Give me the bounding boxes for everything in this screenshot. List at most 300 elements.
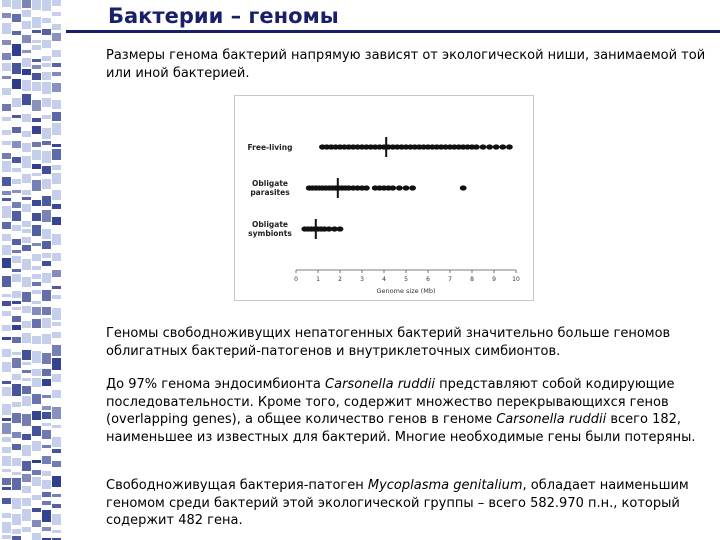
dna-band bbox=[2, 234, 11, 241]
dna-band bbox=[12, 0, 21, 9]
dna-band bbox=[2, 404, 11, 415]
dna-band bbox=[42, 40, 51, 48]
dna-band bbox=[12, 316, 21, 322]
dna-band bbox=[42, 445, 51, 448]
dna-band bbox=[22, 114, 31, 122]
dna-band bbox=[42, 423, 51, 426]
dna-band bbox=[32, 100, 41, 111]
dna-band bbox=[12, 529, 21, 534]
dna-band bbox=[42, 480, 51, 489]
dna-band bbox=[2, 141, 11, 145]
dna-band bbox=[52, 461, 61, 467]
p2-text-e: всего 182, наименьшее из известных для бактерий. Многие необходимые гены были потеряны. bbox=[106, 412, 696, 445]
dna-band bbox=[52, 530, 61, 533]
dna-band bbox=[42, 430, 51, 439]
data-point bbox=[337, 226, 344, 231]
dna-band bbox=[22, 527, 31, 532]
dna-band bbox=[22, 69, 31, 75]
dna-band bbox=[52, 12, 61, 16]
dna-band bbox=[2, 381, 11, 384]
dna-band bbox=[22, 474, 31, 482]
x-tick-label: 1 bbox=[316, 276, 320, 283]
data-point bbox=[403, 185, 410, 190]
dna-band bbox=[22, 362, 31, 365]
dna-band bbox=[22, 396, 31, 406]
dna-band bbox=[22, 370, 31, 373]
dna-band bbox=[12, 115, 21, 118]
data-point bbox=[506, 144, 513, 149]
dna-band bbox=[52, 476, 61, 487]
dna-band bbox=[22, 80, 31, 91]
dna-band bbox=[12, 225, 21, 231]
dna-band bbox=[12, 384, 21, 396]
dna-band bbox=[12, 444, 21, 450]
dna-band bbox=[2, 337, 11, 340]
dna-band bbox=[12, 413, 21, 423]
dna-band bbox=[32, 336, 41, 344]
dna-band bbox=[42, 56, 51, 61]
dna-band bbox=[52, 72, 61, 76]
dna-band bbox=[32, 17, 41, 28]
paragraph-3 bbox=[106, 477, 712, 530]
x-tick-label: 4 bbox=[382, 276, 386, 283]
dna-band bbox=[32, 0, 41, 10]
category-label: Free-living bbox=[247, 143, 293, 152]
dna-band bbox=[42, 151, 51, 163]
title-underline bbox=[66, 30, 720, 33]
dna-band bbox=[22, 333, 31, 343]
dna-band bbox=[42, 456, 51, 464]
paragraph-1: Геномы свободноживущих непатогенных бактерий значительно больше геномов облигатных бактерий-патогенов и внутриклеточных симбионтов. bbox=[106, 326, 671, 359]
dna-band bbox=[2, 76, 11, 79]
dna-band bbox=[22, 94, 31, 105]
dna-band bbox=[12, 307, 21, 310]
dna-band bbox=[22, 10, 31, 17]
dna-band bbox=[2, 88, 11, 95]
dna-band bbox=[42, 471, 51, 476]
dna-band bbox=[22, 498, 31, 506]
dna-band bbox=[32, 225, 41, 236]
dna-band bbox=[2, 53, 11, 60]
data-point bbox=[493, 144, 500, 149]
data-point bbox=[473, 144, 480, 149]
dna-band bbox=[42, 63, 51, 67]
dna-band bbox=[32, 118, 41, 122]
dna-band bbox=[2, 0, 11, 7]
dna-band bbox=[32, 394, 41, 404]
dna-band bbox=[52, 494, 61, 497]
dna-band bbox=[12, 14, 21, 22]
dna-band bbox=[22, 434, 31, 440]
dna-band bbox=[32, 142, 41, 147]
dna-band bbox=[12, 202, 21, 208]
dna-band bbox=[32, 495, 41, 500]
dna-band bbox=[42, 261, 51, 266]
dna-band bbox=[32, 173, 41, 176]
dna-band bbox=[12, 168, 21, 172]
dna-band bbox=[32, 290, 41, 294]
dna-band bbox=[42, 406, 51, 410]
dna-band bbox=[2, 276, 11, 287]
p2-text-a: До 97% генома эндосимбионта bbox=[106, 377, 326, 392]
dna-band bbox=[32, 441, 41, 451]
dna-band bbox=[32, 150, 41, 160]
x-tick-label: 9 bbox=[492, 276, 496, 283]
dna-band bbox=[12, 352, 21, 355]
p3-text-c: , обладает наименьшим геномом среди бактерий этой экологической группы – всего 582.970 п.н., который содержит 482 гена. bbox=[106, 478, 689, 528]
dna-band bbox=[32, 508, 41, 512]
dna-band bbox=[42, 18, 51, 23]
dna-band bbox=[42, 82, 51, 94]
species-name-mycoplasma: Mycoplasma genitalium bbox=[367, 478, 523, 493]
dna-band bbox=[12, 190, 21, 193]
dna-band bbox=[2, 387, 11, 396]
dna-band bbox=[2, 456, 11, 466]
dna-band bbox=[2, 423, 11, 434]
dna-band bbox=[12, 179, 21, 184]
dna-band bbox=[42, 379, 51, 386]
dna-band bbox=[32, 426, 41, 436]
dna-band bbox=[2, 161, 11, 172]
dna-band bbox=[2, 498, 11, 504]
dna-band bbox=[22, 414, 31, 426]
dna-band bbox=[12, 98, 21, 107]
dna-band bbox=[2, 349, 11, 357]
dna-band bbox=[42, 395, 51, 398]
dna-band bbox=[2, 63, 11, 71]
dna-band bbox=[52, 217, 61, 225]
x-tick-label: 3 bbox=[360, 276, 364, 283]
dna-band bbox=[12, 127, 21, 133]
p3-text-a: Свободноживущая бактерия-патоген bbox=[106, 478, 368, 493]
p2-text-c: представляют собой кодирующие последовательности. Кроме того, содержит множество перекрывающихся генов (overlapping genes), а общее количество генов в геноме bbox=[106, 377, 675, 427]
dna-band bbox=[52, 33, 61, 41]
dna-band bbox=[12, 432, 21, 438]
dna-band bbox=[2, 177, 11, 186]
x-tick-label: 5 bbox=[404, 276, 408, 283]
dna-band bbox=[2, 535, 11, 539]
dna-band bbox=[42, 492, 51, 497]
dna-band bbox=[2, 23, 11, 34]
dna-band bbox=[2, 418, 11, 421]
dna-band bbox=[52, 24, 61, 30]
dna-band bbox=[52, 190, 61, 200]
x-axis-label: Genome size (Mb) bbox=[376, 287, 436, 295]
dna-band bbox=[52, 100, 61, 109]
dna-band bbox=[42, 501, 51, 505]
dna-band bbox=[22, 378, 31, 381]
dna-band bbox=[52, 514, 61, 525]
dna-band bbox=[42, 29, 51, 35]
genome-size-chart bbox=[234, 95, 534, 301]
dna-band bbox=[22, 292, 31, 302]
dna-band bbox=[52, 173, 61, 184]
dna-band bbox=[32, 59, 41, 62]
dna-band bbox=[42, 115, 51, 119]
dna-band bbox=[42, 141, 51, 145]
dna-band bbox=[22, 35, 31, 43]
dna-band bbox=[52, 253, 61, 261]
dna-band bbox=[22, 277, 31, 287]
dna-band bbox=[52, 295, 61, 299]
dna-band bbox=[32, 369, 41, 376]
dna-band bbox=[32, 243, 41, 246]
dna-band bbox=[52, 374, 61, 382]
dna-band bbox=[42, 290, 51, 301]
dna-band bbox=[2, 198, 11, 201]
dna-band bbox=[52, 165, 61, 170]
dna-band bbox=[52, 322, 61, 326]
dna-band bbox=[22, 386, 31, 394]
dna-band bbox=[42, 527, 51, 531]
dna-band bbox=[12, 44, 21, 56]
dna-band bbox=[52, 407, 61, 419]
dna-band bbox=[2, 513, 11, 518]
dna-band bbox=[32, 520, 41, 527]
dna-band bbox=[22, 21, 31, 29]
dna-band bbox=[32, 82, 41, 91]
dna-band bbox=[52, 425, 61, 428]
dna-band bbox=[12, 269, 21, 272]
dna-band bbox=[2, 245, 11, 255]
dna-band bbox=[42, 334, 51, 344]
dna-band bbox=[2, 469, 11, 472]
dna-band bbox=[32, 65, 41, 69]
dna-band bbox=[32, 301, 41, 304]
dna-band bbox=[32, 460, 41, 463]
dna-band bbox=[52, 0, 61, 6]
dna-band bbox=[32, 470, 41, 475]
dna-band bbox=[12, 514, 21, 525]
dna-band bbox=[22, 350, 31, 360]
dna-band bbox=[32, 274, 41, 279]
dna-band bbox=[42, 179, 51, 189]
dna-band bbox=[22, 131, 31, 137]
dna-band bbox=[2, 13, 11, 18]
dna-band bbox=[52, 144, 61, 147]
dna-band bbox=[12, 211, 21, 221]
dna-band bbox=[42, 253, 51, 258]
dna-band bbox=[22, 486, 31, 493]
dna-band bbox=[22, 143, 31, 152]
dna-band bbox=[22, 58, 31, 67]
dna-band bbox=[32, 40, 41, 43]
dna-band bbox=[22, 445, 31, 456]
dna-band bbox=[2, 311, 11, 316]
dna-band bbox=[42, 166, 51, 174]
x-tick-label: 2 bbox=[338, 276, 342, 283]
dna-band bbox=[12, 239, 21, 245]
data-point bbox=[396, 185, 403, 190]
dna-band bbox=[12, 478, 21, 490]
dna-band bbox=[12, 536, 21, 540]
dna-band bbox=[42, 196, 51, 206]
dna-band bbox=[2, 325, 11, 331]
dna-band bbox=[12, 31, 21, 35]
dna-band bbox=[32, 378, 41, 387]
dna-band bbox=[12, 291, 21, 298]
dna-band bbox=[2, 294, 11, 297]
dna-band bbox=[52, 358, 61, 370]
x-tick-label: 6 bbox=[426, 276, 430, 283]
dna-band bbox=[12, 358, 21, 368]
dna-band bbox=[32, 254, 41, 261]
dna-band bbox=[32, 319, 41, 328]
dna-band bbox=[32, 307, 41, 315]
dna-band bbox=[12, 250, 21, 253]
dna-band bbox=[52, 449, 61, 453]
dna-band bbox=[32, 73, 41, 80]
dna-band bbox=[52, 123, 61, 135]
dna-band bbox=[2, 191, 11, 195]
dna-band bbox=[32, 477, 41, 486]
dna-band bbox=[42, 229, 51, 239]
dna-band bbox=[32, 282, 41, 286]
dna-band bbox=[32, 45, 41, 50]
dna-band bbox=[42, 98, 51, 107]
dna-band bbox=[32, 266, 41, 270]
dna-band bbox=[2, 437, 11, 442]
data-point bbox=[480, 144, 487, 149]
dna-band bbox=[32, 213, 41, 221]
dna-band bbox=[52, 50, 61, 57]
dna-band bbox=[22, 321, 31, 328]
species-name-carsonella-2: Carsonella ruddii bbox=[496, 412, 607, 427]
dna-band bbox=[52, 63, 61, 67]
dna-band bbox=[12, 325, 21, 330]
dna-band bbox=[42, 128, 51, 139]
dna-band bbox=[2, 487, 11, 490]
dna-band bbox=[2, 117, 11, 121]
data-point bbox=[389, 185, 396, 190]
dna-band bbox=[2, 40, 11, 45]
dna-band bbox=[22, 50, 31, 53]
dna-band bbox=[2, 258, 11, 268]
dna-band bbox=[52, 234, 61, 245]
dna-band bbox=[52, 149, 61, 160]
dna-band bbox=[52, 437, 61, 447]
dna-band bbox=[2, 447, 11, 453]
data-point bbox=[409, 185, 416, 190]
dna-band bbox=[32, 200, 41, 206]
dna-band bbox=[52, 204, 61, 209]
dna-band bbox=[2, 153, 11, 159]
dna-band bbox=[32, 180, 41, 191]
dna-band bbox=[42, 307, 51, 315]
dna-band bbox=[42, 510, 51, 522]
dna-band bbox=[32, 30, 41, 33]
dna-band bbox=[42, 273, 51, 283]
dna-band bbox=[12, 157, 21, 163]
species-name-carsonella: Carsonella ruddii bbox=[325, 377, 436, 392]
dna-band bbox=[12, 256, 21, 263]
dna-band bbox=[42, 0, 51, 11]
dna-band bbox=[12, 301, 21, 304]
dna-band bbox=[42, 369, 51, 376]
dna-band bbox=[12, 402, 21, 407]
category-label: Obligate symbionts bbox=[248, 220, 292, 238]
dna-band bbox=[2, 478, 11, 485]
dna-band bbox=[52, 504, 61, 508]
dna-band bbox=[22, 509, 31, 521]
dna-band bbox=[2, 362, 11, 372]
dna-band bbox=[22, 259, 31, 270]
data-point bbox=[499, 144, 506, 149]
dna-band bbox=[32, 126, 41, 134]
data-point bbox=[363, 185, 370, 190]
intro-paragraph: Размеры генома бактерий напрямую зависят от экологической ниши, занимаемой той или иной бактерией. bbox=[106, 48, 706, 81]
dna-band bbox=[52, 270, 61, 277]
dna-band bbox=[22, 229, 31, 233]
dna-band bbox=[22, 306, 31, 313]
dna-band bbox=[52, 83, 61, 92]
dna-band bbox=[32, 533, 41, 540]
dna-band bbox=[2, 222, 11, 229]
dna-band bbox=[12, 337, 21, 343]
dna-band bbox=[42, 353, 51, 364]
x-tick-label: 8 bbox=[470, 276, 474, 283]
dna-band bbox=[22, 197, 31, 200]
dna-band bbox=[2, 130, 11, 135]
dna-band bbox=[22, 221, 31, 227]
dna-band bbox=[22, 190, 31, 195]
dna-band bbox=[32, 411, 41, 420]
dna-band bbox=[42, 72, 51, 80]
dna-band bbox=[12, 141, 21, 148]
dna-gel-decoration bbox=[0, 0, 66, 540]
dna-band bbox=[22, 204, 31, 212]
dna-band bbox=[12, 63, 21, 74]
dna-band bbox=[22, 461, 31, 471]
dna-band bbox=[32, 351, 41, 363]
dna-band bbox=[42, 318, 51, 328]
dna-band bbox=[12, 458, 21, 466]
dna-band bbox=[52, 112, 61, 121]
dna-band bbox=[12, 79, 21, 89]
category-label: Obligate parasites bbox=[250, 179, 290, 197]
dna-band bbox=[22, 237, 31, 243]
dna-band bbox=[52, 332, 61, 338]
dna-band bbox=[22, 0, 31, 8]
dna-band bbox=[42, 210, 51, 222]
dna-band bbox=[12, 274, 21, 282]
dna-band bbox=[12, 472, 21, 475]
dna-band bbox=[22, 156, 31, 168]
dna-band bbox=[2, 301, 11, 306]
dna-band bbox=[22, 245, 31, 251]
dna-band bbox=[2, 104, 11, 111]
dna-band bbox=[52, 390, 61, 398]
dna-band bbox=[2, 206, 11, 218]
x-tick-label: 7 bbox=[448, 276, 452, 283]
dna-band bbox=[12, 498, 21, 509]
dna-band bbox=[42, 241, 51, 249]
dna-band bbox=[52, 308, 61, 320]
dna-band bbox=[42, 412, 51, 419]
x-tick-label: 10 bbox=[512, 276, 520, 283]
data-point bbox=[486, 144, 493, 149]
page-title: Бактерии – геномы bbox=[108, 4, 339, 28]
dna-band bbox=[12, 374, 21, 380]
dna-band bbox=[52, 286, 61, 289]
x-tick-label: 0 bbox=[294, 276, 298, 283]
dna-band bbox=[22, 174, 31, 183]
paragraph-2 bbox=[106, 376, 712, 446]
dna-band bbox=[2, 522, 11, 533]
dna-band bbox=[32, 164, 41, 169]
data-point bbox=[460, 185, 467, 190]
dna-band bbox=[52, 345, 61, 356]
